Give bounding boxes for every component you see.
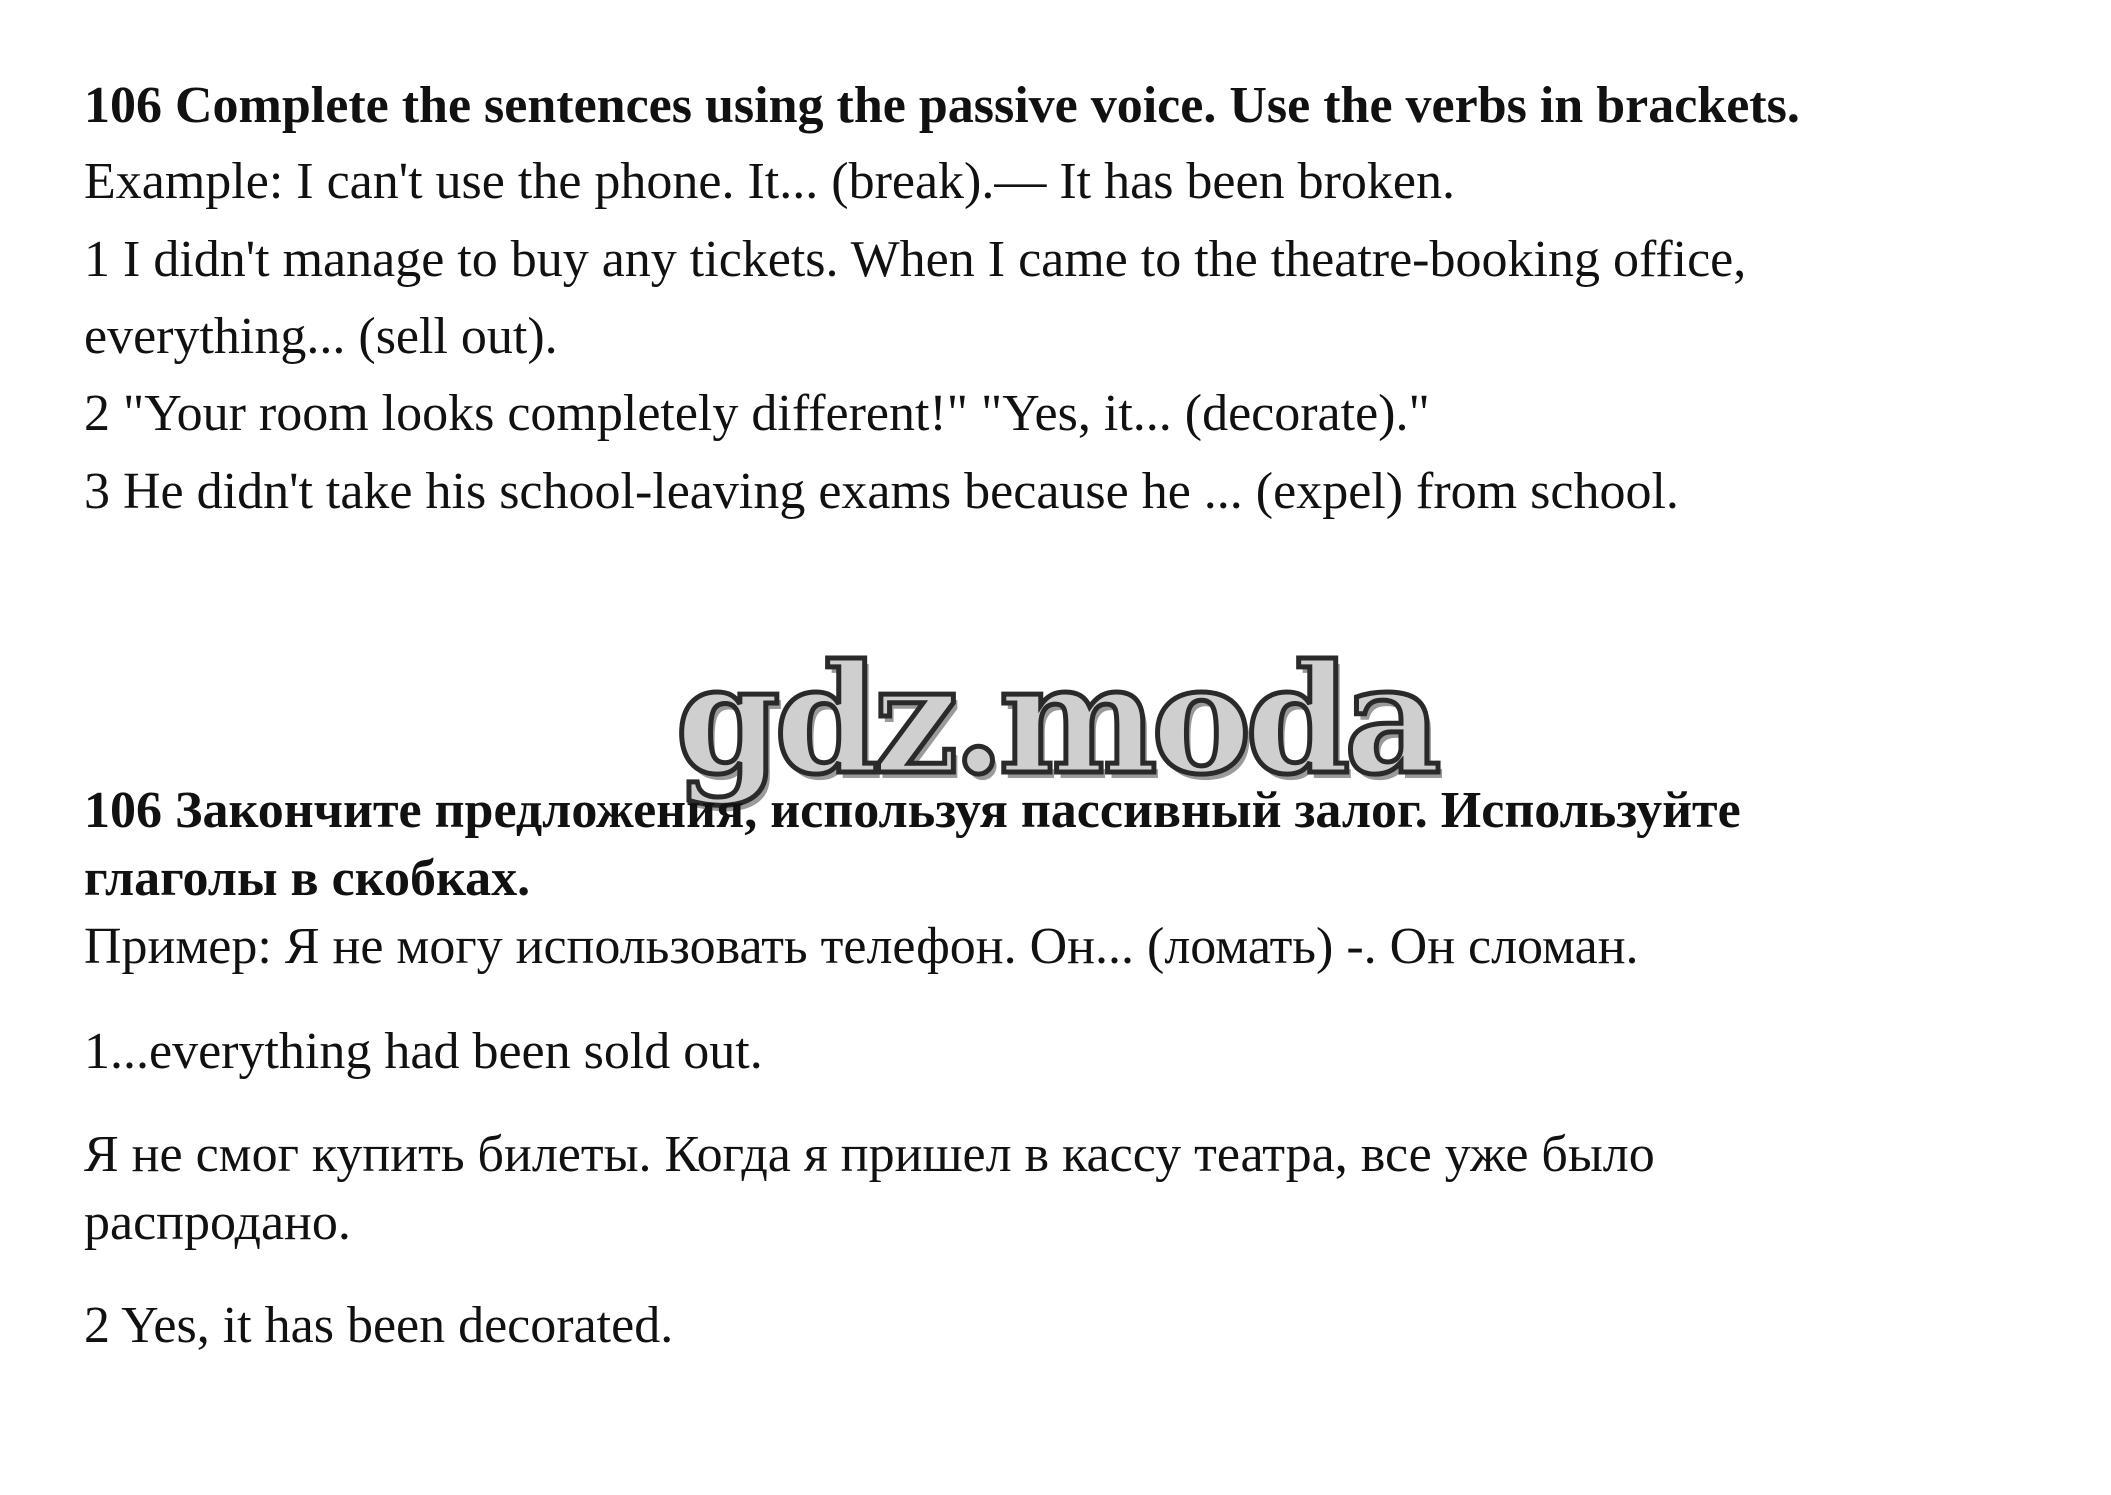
answer-2: 2 Yes, it has been decorated. — [84, 1297, 674, 1354]
task-heading-ru-line-2: глаголы в скобках. — [84, 850, 531, 907]
task-item-1-line-1: 1 I didn't manage to buy any tickets. When I came to the theatre-booking office, — [84, 231, 1747, 288]
answer-1: 1...everything had been sold out. — [84, 1023, 763, 1080]
task-example-en: Example: I can't use the phone. It... (break).— It has been broken. — [84, 153, 1455, 210]
task-heading-en: 106 Complete the sentences using the passive voice. Use the verbs in brackets. — [84, 77, 1800, 134]
task-item-1-line-2: everything... (sell out). — [84, 308, 558, 365]
task-item-2: 2 "Your room looks completely different!" "Yes, it... (decorate)." — [84, 385, 1430, 442]
watermark-logo: gdz.moda — [675, 632, 1436, 808]
task-heading-ru-line-1: 106 Закончите предложения, используя пассивный залог. Используйте — [84, 782, 1741, 839]
translation-1-line-2: распродано. — [84, 1194, 351, 1251]
translation-1-line-1: Я не смог купить билеты. Когда я пришел в кассу театра, все уже было — [84, 1126, 1655, 1183]
task-example-ru: Пример: Я не могу использовать телефон. Он... (ломать) -. Он сломан. — [84, 918, 1639, 975]
task-item-3: 3 He didn't take his school-leaving exams because he ... (expel) from school. — [84, 463, 1679, 520]
